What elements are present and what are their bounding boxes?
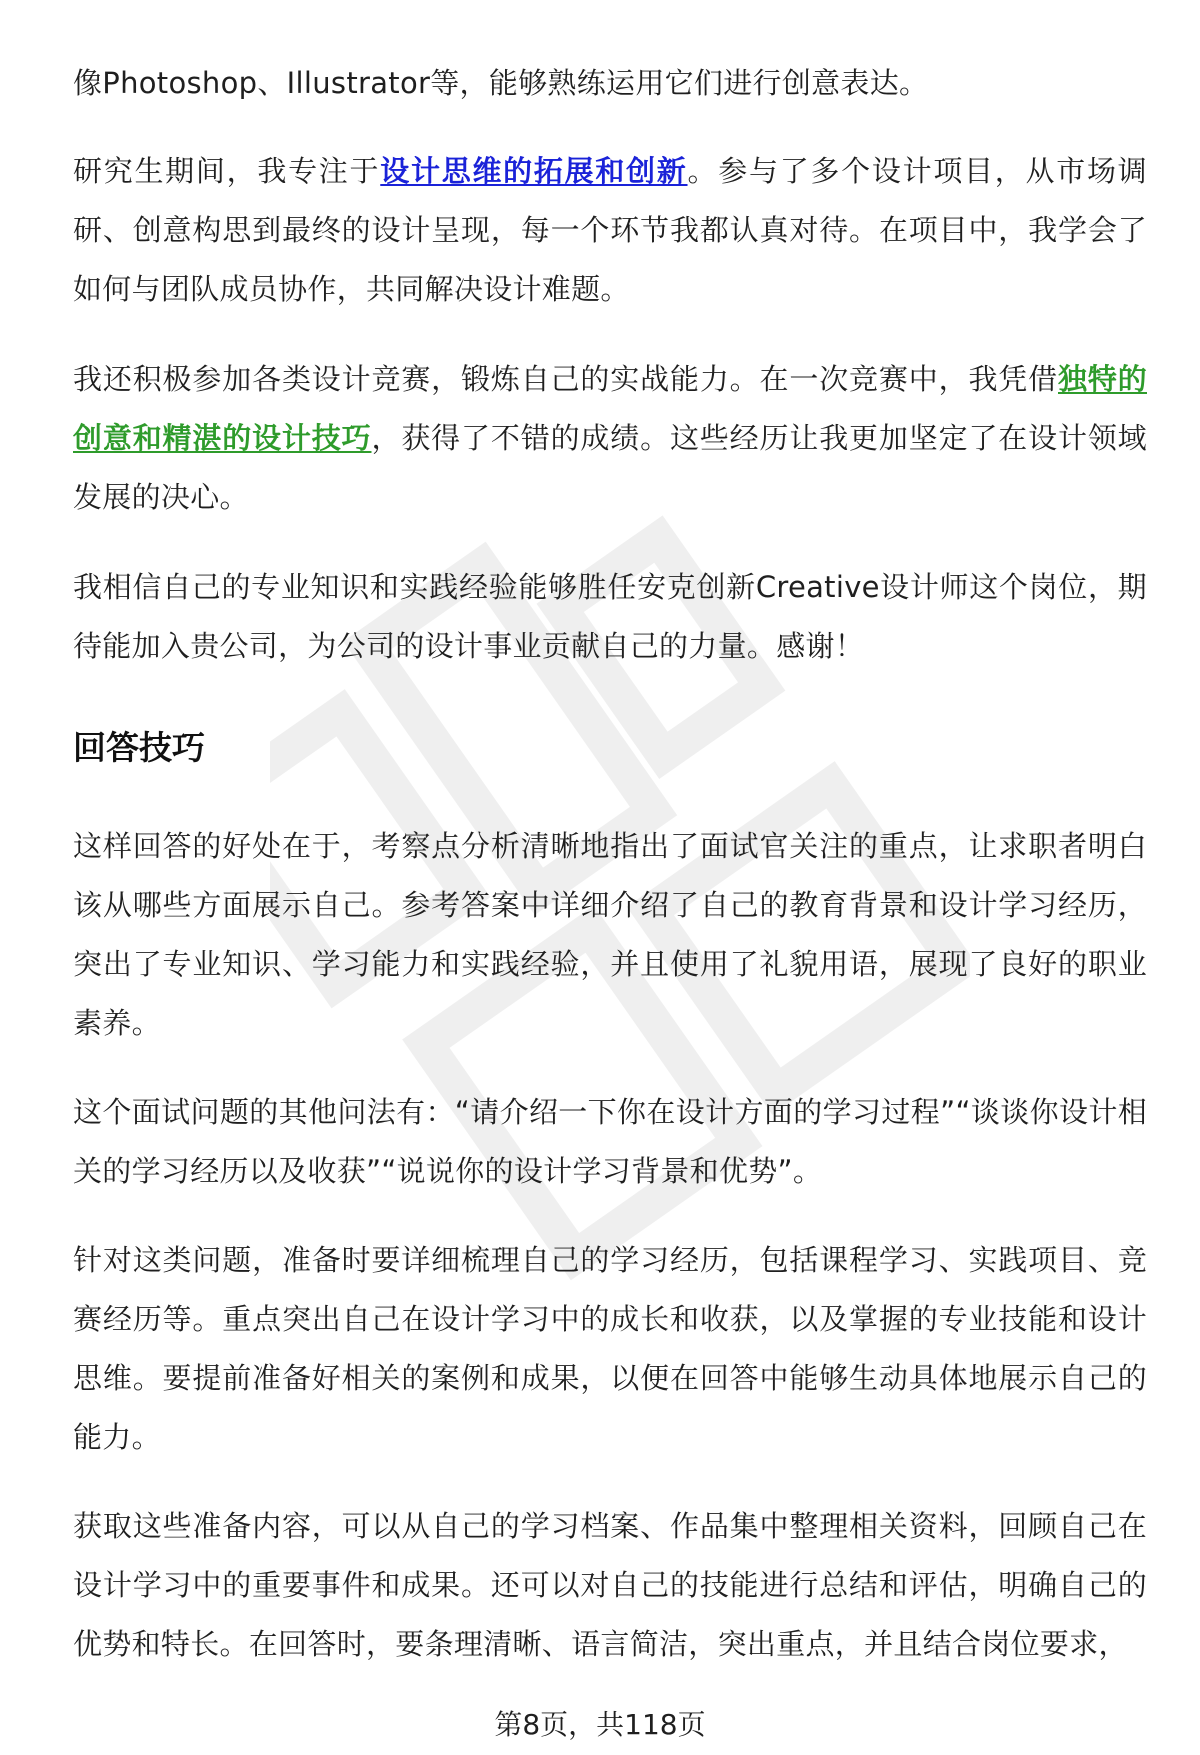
paragraph-graduate-study	[73, 142, 1147, 319]
paragraph-gathering-content: 获取这些准备内容，可以从自己的学习档案、作品集中整理相关资料，回顾自己在设计学习中的重要事件和成果。还可以对自己的技能进行总结和评估，明确自己的优势和特长。在回答时，要条理清晰、语言简洁，突出重点，并且结合岗位要求，	[73, 1509, 1147, 1661]
paragraph-answer-benefit: 这样回答的好处在于，考察点分析清晰地指出了面试官关注的重点，让求职者明白该从哪些方面展示自己。参考答案中详细介绍了自己的教育背景和设计学习经历，突出了专业知识、学习能力和实践经验，并且使用了礼貌用语，展现了良好的职业素养。	[73, 829, 1147, 1040]
text-segment: 研究生期间，我专注于	[73, 154, 381, 188]
highlight-creativity-skills: 独特的创意和精湛的设计技巧	[73, 362, 1147, 455]
highlight-design-thinking: 设计思维的拓展和创新	[380, 154, 688, 188]
text-segment: 我还积极参加各类设计竞赛，锻炼自己的实战能力。在一次竞赛中，我凭借	[73, 362, 1058, 396]
text-segment: 。参与了多个设计项目，从市场调研、创意构思到最终的设计呈现，每一个环节我都认真对待。在项目中，我学会了如何与团队成员协作，共同解决设计难题。	[73, 154, 1147, 306]
paragraph-preparation: 针对这类问题，准备时要详细梳理自己的学习经历，包括课程学习、实践项目、竞赛经历等。重点突出自己在设计学习中的成长和收获，以及掌握的专业技能和设计思维。要提前准备好相关的案例和成果，以便在回答中能够生动具体地展示自己的能力。	[73, 1243, 1147, 1454]
page-number: 第8页，共118页	[494, 1708, 706, 1741]
paragraph-competitions	[73, 350, 1147, 527]
paragraph-software-skills: 像Photoshop、Illustrator等，能够熟练运用它们进行创意表达。	[73, 66, 929, 100]
paragraph-closing: 我相信自己的专业知识和实践经验能够胜任安克创新Creative设计师这个岗位，期待能加入贵公司，为公司的设计事业贡献自己的力量。感谢！	[73, 570, 1147, 663]
paragraph-alternative-questions: 这个面试问题的其他问法有：“请介绍一下你在设计方面的学习过程”“谈谈你设计相关的学习经历以及收获”“说说你的设计学习背景和优势”。	[73, 1095, 1147, 1188]
section-heading: 回答技巧	[73, 728, 205, 767]
text-segment: ，获得了不错的成绩。这些经历让我更加坚定了在设计领域发展的决心。	[73, 421, 1147, 514]
